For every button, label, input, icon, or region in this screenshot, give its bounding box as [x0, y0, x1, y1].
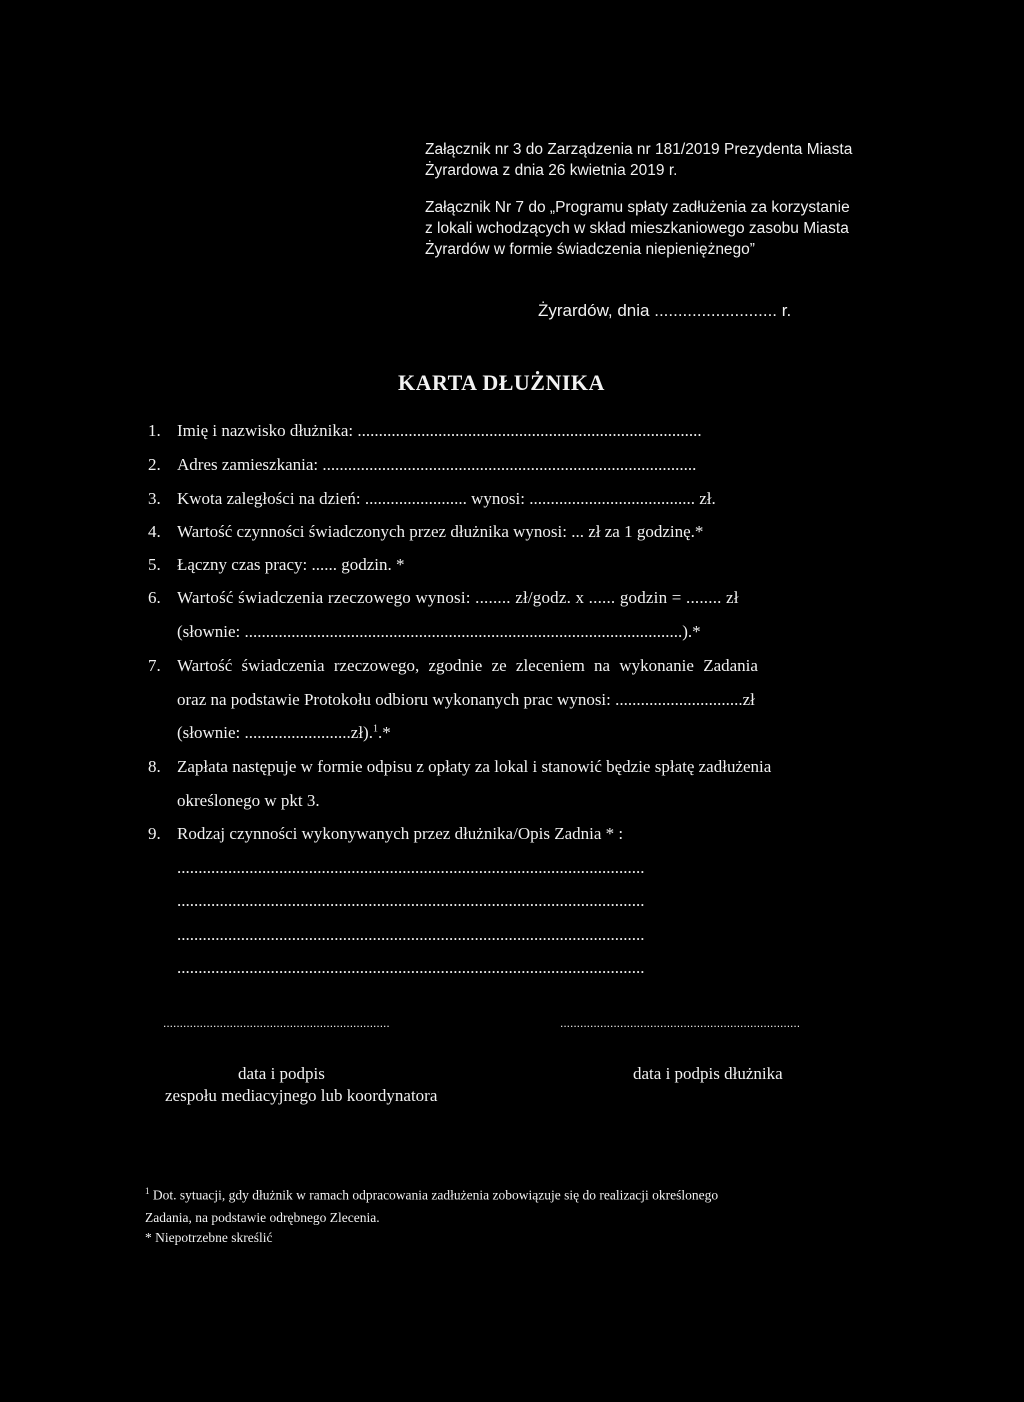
- header-attachment-line-2: Żyrardowa z dnia 26 kwietnia 2019 r.: [425, 162, 678, 179]
- item-9-number: 9.: [148, 824, 161, 843]
- item-6-in-kind-value: Wartość świadczenia rzeczowego wynosi: ........ zł/godz. x ...... godzin = ........ zł: [177, 588, 739, 607]
- item-6-number: 6.: [148, 588, 161, 607]
- place-date: Żyrardów, dnia .......................... r.: [538, 301, 792, 320]
- item-7-number: 7.: [148, 656, 161, 675]
- footnote-line-2: Zadania, na podstawie odrębnego Zlecenia.: [145, 1210, 380, 1225]
- blank-line-2: ..............................................................................................................: [177, 891, 645, 910]
- item-7-in-words-text: (słownie: .........................zł).: [177, 723, 373, 742]
- blank-line-1: ..............................................................................................................: [177, 858, 645, 877]
- item-3-number: 3.: [148, 489, 161, 508]
- item-4-hourly-value: Wartość czynności świadczonych przez dłużnika wynosi: ... zł za 1 godzinę.*: [177, 522, 704, 541]
- item-2-number: 2.: [148, 455, 161, 474]
- signature-left-label-2: zespołu mediacyjnego lub koordynatora: [165, 1086, 438, 1105]
- footnote-reference: 1: [372, 723, 378, 735]
- signature-line-right: ........................................................................: [560, 1016, 801, 1030]
- item-6-in-words: (słownie: .......................................................................................................).*: [177, 622, 701, 641]
- item-8-number: 8.: [148, 757, 161, 776]
- header-program-line-2: z lokali wchodzących w skład mieszkaniowego zasobu Miasta: [425, 220, 849, 237]
- item-1-debtor-name: Imię i nazwisko dłużnika: .................................................................................: [177, 421, 702, 440]
- item-7-text-line-2: oraz na podstawie Protokołu odbioru wykonanych prac wynosi: ..............................zł: [177, 690, 755, 709]
- signature-right-label: data i podpis dłużnika: [633, 1064, 783, 1083]
- item-8-text-line-2: określonego w pkt 3.: [177, 791, 320, 810]
- item-2-address: Adres zamieszkania: ........................................................................................: [177, 455, 697, 474]
- signature-line-left: ....................................................................: [163, 1016, 390, 1030]
- item-9-task-description: Rodzaj czynności wykonywanych przez dłużnika/Opis Zadnia * :: [177, 824, 624, 843]
- header-attachment-line-1: Załącznik nr 3 do Zarządzenia nr 181/2019 Prezydenta Miasta: [425, 141, 853, 158]
- footnote-text-1: Dot. sytuacji, gdy dłużnik w ramach odpracowania zadłużenia zobowiązuje się do realizacji określonego: [152, 1187, 719, 1203]
- header-program-line-3: Żyrardów w formie świadczenia niepieniężnego”: [425, 241, 755, 258]
- item-4-number: 4.: [148, 522, 161, 541]
- item-1-number: 1.: [148, 421, 161, 440]
- blank-line-3: ..............................................................................................................: [177, 925, 645, 944]
- signature-left-label-1: data i podpis: [238, 1064, 325, 1083]
- blank-line-4: ..............................................................................................................: [177, 958, 645, 977]
- footnote-line-3: * Niepotrzebne skreślić: [145, 1230, 273, 1245]
- item-7-text-line-1: Wartość świadczenia rzeczowego, zgodnie ze zleceniem na wykonanie Zadania: [177, 656, 758, 675]
- header-program-line-1: Załącznik Nr 7 do „Programu spłaty zadłużenia za korzystanie: [425, 199, 850, 216]
- item-7-in-words: [177, 723, 391, 743]
- item-5-number: 5.: [148, 555, 161, 574]
- item-3-arrears-amount: Kwota zaległości na dzień: ........................ wynosi: ....................................... zł.: [177, 489, 716, 508]
- footnote-mark: 1: [145, 1186, 150, 1196]
- item-7-in-words-tail: .*: [377, 723, 391, 742]
- item-5-total-hours: Łączny czas pracy: ...... godzin. *: [177, 555, 405, 574]
- footnote-line-1: [145, 1186, 718, 1204]
- item-8-text-line-1: Zapłata następuje w formie odpisu z opłaty za lokal i stanowić będzie spłatę zadłużenia: [177, 757, 772, 776]
- document-title: KARTA DŁUŻNIKA: [398, 370, 605, 395]
